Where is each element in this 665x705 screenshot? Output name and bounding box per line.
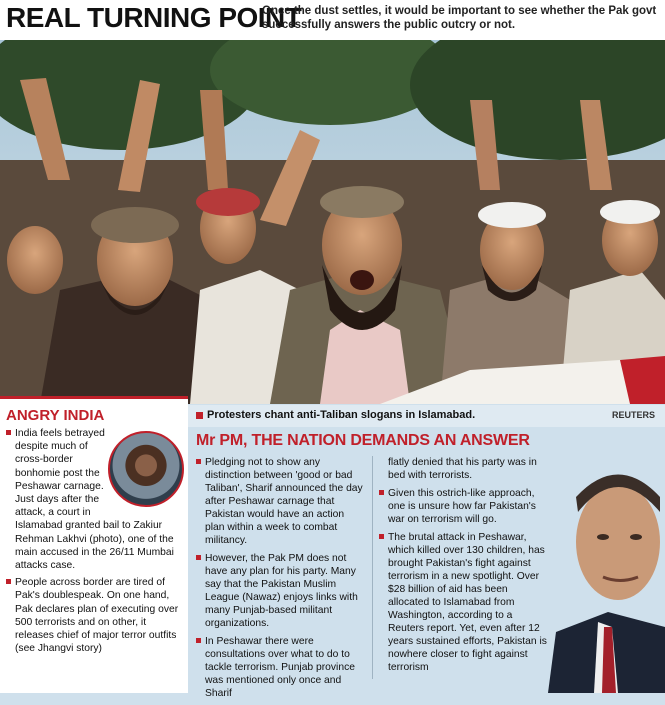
article-paragraph: In Peshawar there were consultations over what to do to tackle terrorism. Punjab province was mentioned only once and Sharif <box>196 635 366 700</box>
article-paragraph-continued: flatly denied that his party was in bed with terrorists. <box>388 457 537 481</box>
header <box>0 0 665 40</box>
article-paragraph: Pledging not to show any distinction between 'good or bad Taliban', Sharif announced the day after Peshawar carnage that Pakistan would have an action plan within a week to combat militancy. <box>196 456 366 547</box>
sidebar-paragraph: India feels betrayed despite much of cross-border bonhomie post the Peshawar carnage. Just days after the attack, a court in Islamabad granted bail to Zakiur Rehman Lakhvi (photo), one of the main accused in the 26/11 Mumbai attacks case. <box>6 427 184 572</box>
article-paragraph: However, the Pak PM does not have any plan for his party. Many say that the Pakistan Muslim League (Nawaz) enjoys links with many Punjab-based militant organizations. <box>196 552 366 630</box>
tagline: Once the dust settles, it would be important to see whether the Pak govt successfully answers the public outcry or not. <box>262 5 657 31</box>
angry-india-sidebar <box>0 396 188 693</box>
sidebar-text <box>6 427 184 659</box>
protest-photo-illustration <box>0 40 665 404</box>
photo-caption-bar <box>182 405 665 427</box>
sidebar-title: ANGRY INDIA <box>6 407 105 424</box>
sharif-portrait <box>548 452 665 693</box>
sidebar-paragraph: People across border are tired of Pak's doublespeak. On one hand, Pak declares plan of executing over 500 terrorists and on other, it releases chief of major terror outfits (see Jhangvi story) <box>6 576 184 655</box>
protest-photo <box>0 40 665 404</box>
article-column-1 <box>196 456 366 705</box>
photo-caption: Protesters chant anti-Taliban slogans in Islamabad. <box>196 409 475 421</box>
article-paragraph: The brutal attack in Peshawar, which killed over 130 children, has brought Pakistan's fight against terrorism in a new spotlight. Over $28 billion of aid has been allocated to Islamabad from Washington, according to a Reuters report. Yet, even after 12 years sustained efforts, Pakistan is nowhere closer to fight against terrorism <box>379 531 547 674</box>
sharif-portrait-illustration <box>548 452 665 693</box>
article-column-2 <box>372 456 547 679</box>
headline: REAL TURNING POINT <box>6 2 302 33</box>
article-paragraph: Given this ostrich-like approach, one is unsure how far Pakistan's war on terrorism will go. <box>379 487 547 526</box>
main-title: Mr PM, THE NATION DEMANDS AN ANSWER <box>196 432 530 449</box>
photo-credit: REUTERS <box>611 410 655 420</box>
